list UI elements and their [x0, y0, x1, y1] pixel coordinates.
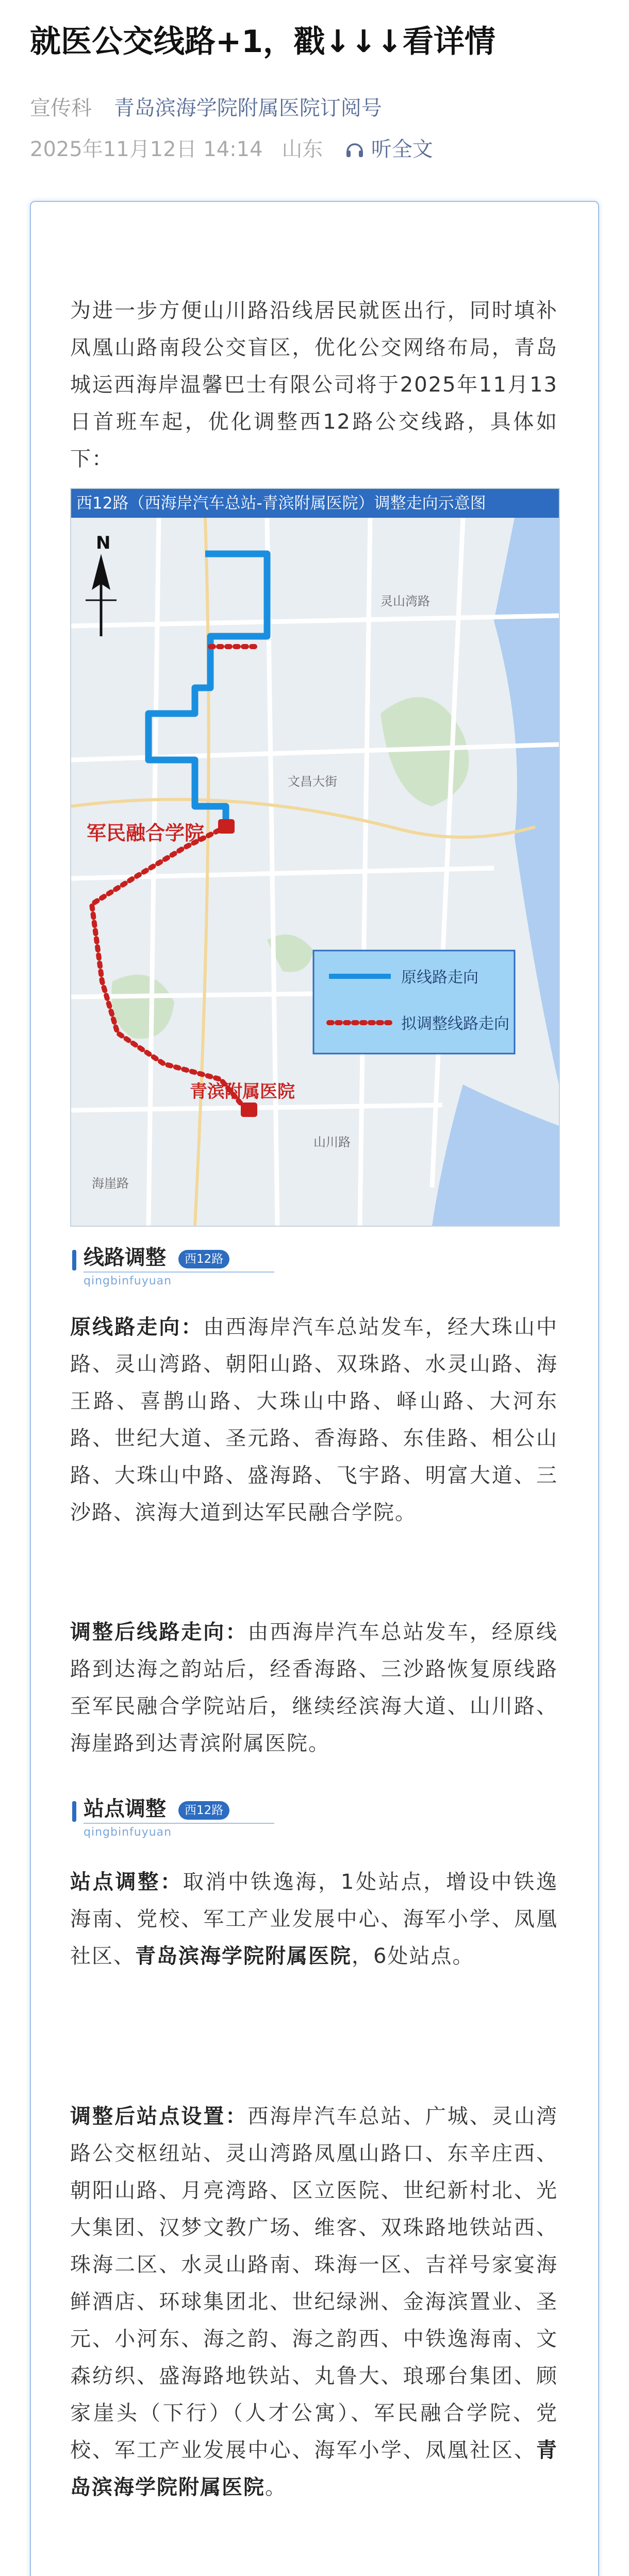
- section-title: 线路调整: [84, 1246, 166, 1269]
- article-title: 就医公交线路+1，戳↓↓↓看详情: [30, 24, 495, 60]
- article-tag: 宣传科: [30, 96, 92, 120]
- map-street-label: 灵山湾路: [380, 594, 430, 608]
- content-card: [30, 201, 599, 2576]
- map-heading: 西12路（西海岸汽车总站-青滨附属医院）调整走向示意图: [71, 489, 559, 518]
- map-legend: [313, 951, 515, 1054]
- section-underline: [84, 1823, 274, 1824]
- section-underline: [84, 1272, 274, 1273]
- original-route-paragraph: 原线路走向：由西海岸汽车总站发车，经大珠山中路、灵山湾路、朝阳山路、双珠路、水灵山路、海王路、喜鹊山路、大珠山中路、峄山路、大河东路、世纪大道、圣元路、香海路、东佳路、相公山路、大珠山中路、盛海路、飞宇路、明富大道、三沙路、滨海大道到达军民融合学院。: [70, 1315, 558, 1524]
- section-title: 站点调整: [84, 1797, 166, 1821]
- adjusted-route-paragraph: 调整后线路走向：由西海岸汽车总站发车，经原线路到达海之韵站后，经香海路、三沙路恢复原线路至军民融合学院站后，继续经滨海大道、山川路、海崖路到达青滨附属医院。: [70, 1620, 558, 1755]
- map-street-label: 山川路: [313, 1135, 351, 1149]
- route-badge: 西12路: [178, 1801, 229, 1820]
- stop-adjust-paragraph: 站点调整：取消中铁逸海，1处站点，增设中铁逸海南、党校、军工产业发展中心、海军小学、凤凰社区、青岛滨海学院附属医院，6处站点。: [70, 1870, 558, 1968]
- map-street-label: 海崖路: [92, 1176, 129, 1191]
- listen-button[interactable]: [345, 138, 433, 161]
- svg-text:原线路走向: 原线路走向: [401, 969, 478, 987]
- account-name-link[interactable]: 青岛滨海学院附属医院订阅号: [113, 96, 382, 120]
- route-badge: 西12路: [178, 1250, 229, 1268]
- svg-text:拟调整线路走向: 拟调整线路走向: [401, 1015, 509, 1033]
- section-accent-bar: [72, 1801, 76, 1822]
- section-subtitle: qingbinfuyuan: [84, 1275, 172, 1287]
- section-accent-bar: [72, 1250, 76, 1270]
- article-meta-time: [30, 133, 433, 162]
- map-street-label: 文昌大街: [288, 774, 337, 789]
- route-map-drawing: [71, 518, 559, 1226]
- publish-datetime: 2025年11月12日 14:14: [30, 138, 263, 161]
- section-subtitle: qingbinfuyuan: [84, 1826, 172, 1839]
- map-label-school: 军民融合学院: [87, 822, 205, 844]
- svg-text:N: N: [96, 533, 111, 553]
- route-map: [70, 488, 560, 1227]
- headphones-icon: [345, 140, 365, 159]
- section-route-header: [70, 1243, 287, 1299]
- stop-list-paragraph: 调整后站点设置：西海岸汽车总站、广城、灵山湾路公交枢纽站、灵山湾路凤凰山路口、东辛庄西、朝阳山路、月亮湾路、区立医院、世纪新村北、光大集团、汉梦文教广场、维客、双珠路地铁站西、珠海二区、水灵山路南、珠海一区、吉祥号家宴海鲜酒店、环球集团北、世纪绿洲、金海滨置业、圣元、小河东、海之韵、海之韵西、中铁逸海南、文森纺织、盛海路地铁站、丸鲁大、琅琊台集团、顾家崖头（下行）（人才公寓）、军民融合学院、党校、军工产业发展中心、海军小学、凤凰社区、青岛滨海学院附属医院。: [70, 2105, 558, 2499]
- publish-location: 山东: [282, 138, 323, 161]
- article-meta: [30, 92, 382, 121]
- map-label-hospital: 青滨附属医院: [190, 1081, 295, 1102]
- listen-label: 听全文: [371, 138, 433, 161]
- section-stops-header: [70, 1794, 287, 1851]
- intro-paragraph: 为进一步方便山川路沿线居民就医出行，同时填补凤凰山路南段公交盲区，优化公交网络布局，青岛城运西海岸温馨巴士有限公司将于2025年11月13日首班车起，优化调整西12路公交线路，具体如下：: [70, 299, 558, 471]
